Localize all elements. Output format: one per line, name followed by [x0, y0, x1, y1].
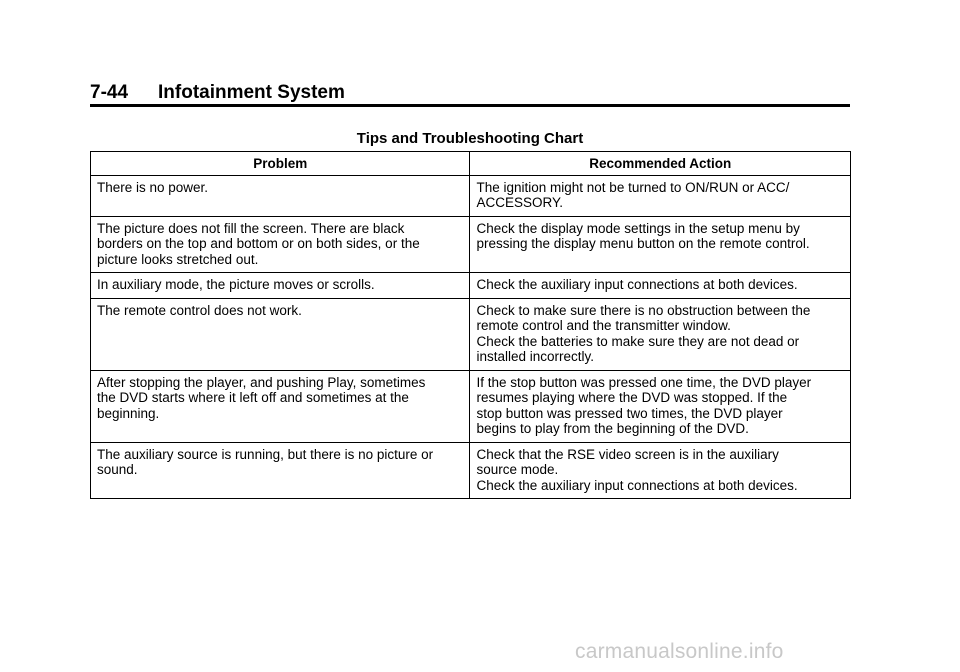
action-cell: Check that the RSE video screen is in the auxiliary source mode. Check the auxiliary input connections at both devices.	[470, 442, 851, 499]
action-cell: Check to make sure there is no obstruction between the remote control and the transmitter window. Check the batteries to make sure they are not dead or installed incorrectly.	[470, 298, 851, 370]
problem-cell: The picture does not fill the screen. There are black borders on the top and bottom or on both sides, or the picture looks stretched out.	[91, 216, 470, 273]
problem-cell: The auxiliary source is running, but there is no picture or sound.	[91, 442, 470, 499]
action-cell: If the stop button was pressed one time, the DVD player resumes playing where the DVD was stopped. If the stop button was pressed two times, the DVD player begins to play from the beginning of the DVD.	[470, 370, 851, 442]
page-number: 7-44	[90, 82, 129, 103]
troubleshooting-table	[90, 151, 851, 499]
action-cell: Check the auxiliary input connections at both devices.	[470, 273, 851, 299]
problem-cell: In auxiliary mode, the picture moves or scrolls.	[91, 273, 470, 299]
chart-title: Tips and Troubleshooting Chart	[356, 130, 584, 147]
action-cell: Check the display mode settings in the setup menu by pressing the display menu button on the remote control.	[470, 216, 851, 273]
column-header-problem: Problem	[91, 152, 470, 176]
table-row	[91, 216, 851, 273]
problem-cell: The remote control does not work.	[91, 298, 470, 370]
problem-cell: There is no power.	[91, 175, 470, 216]
problem-cell: After stopping the player, and pushing Play, sometimes the DVD starts where it left off and sometimes at the beginning.	[91, 370, 470, 442]
header-rule	[90, 104, 850, 107]
watermark: carmanualsonline.info	[575, 640, 784, 663]
table-row	[91, 442, 851, 499]
column-header-recommended-action: Recommended Action	[470, 152, 851, 176]
table-header-row	[91, 152, 851, 176]
page-header	[90, 82, 850, 106]
table-row	[91, 273, 851, 299]
table-row	[91, 370, 851, 442]
section-title: Infotainment System	[158, 82, 345, 103]
table-row	[91, 298, 851, 370]
table-row	[91, 175, 851, 216]
action-cell: The ignition might not be turned to ON/RUN or ACC/ ACCESSORY.	[470, 175, 851, 216]
